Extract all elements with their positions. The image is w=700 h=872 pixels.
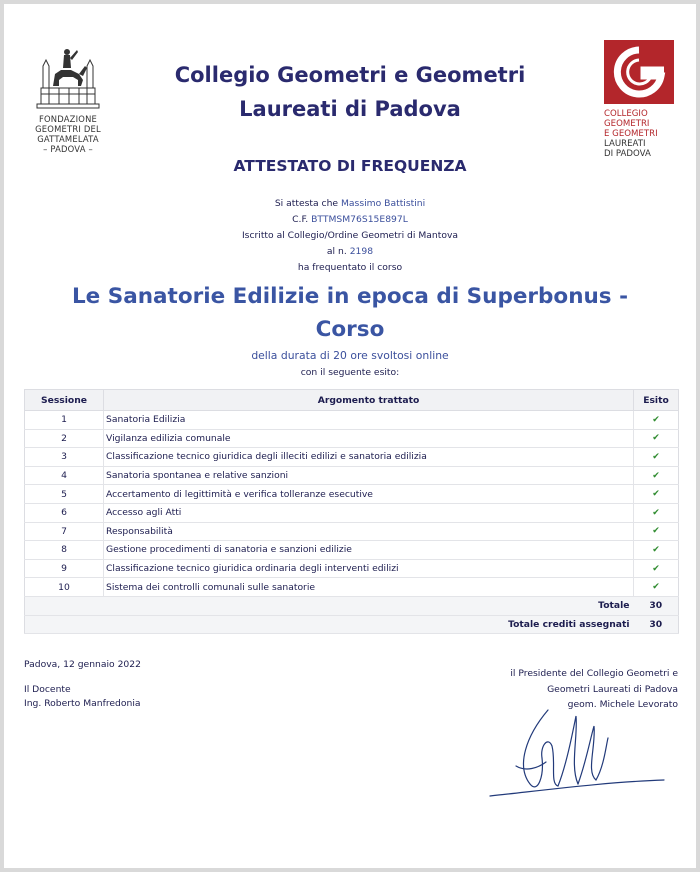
attestation-cf-line [150, 212, 550, 228]
session-number: 1 [25, 411, 104, 430]
equestrian-monument-icon [35, 40, 101, 110]
table-row [25, 429, 679, 448]
president-signature [486, 706, 672, 810]
outcome-intro: con il seguente esito: [300, 367, 400, 378]
attest-prefix: Si attesta che [274, 198, 339, 209]
teacher-block [24, 683, 141, 711]
check-icon: ✔ [634, 559, 679, 578]
check-icon: ✔ [634, 485, 679, 504]
teacher-role: Il Docente [24, 684, 71, 695]
course-title [40, 280, 660, 346]
check-icon: ✔ [634, 522, 679, 541]
table-row [25, 485, 679, 504]
course-title-line-1: Le Sanatorie Edilizie in epoca di Superbonus - [71, 284, 629, 309]
logo-caption-line-5: DI PADOVA [604, 149, 651, 159]
certificate-heading: ATTESTATO DI FREQUENZA [233, 157, 467, 175]
total-value: 30 [634, 596, 679, 615]
table-row [25, 578, 679, 597]
table-header-row [25, 390, 679, 411]
session-topic: Sanatoria Edilizia [104, 411, 634, 430]
institution-title [120, 58, 580, 126]
total-credits-row [25, 615, 679, 634]
fiscal-code: BTTMSM76S15E897L [311, 214, 408, 225]
table-row [25, 503, 679, 522]
title-line-2: Laureati di Padova [239, 97, 461, 121]
session-topic: Classificazione tecnico giuridica degli illeciti edilizi e sanatoria edilizia [104, 448, 634, 467]
session-topic: Responsabilità [104, 522, 634, 541]
collegio-logo-caption [604, 109, 678, 159]
session-number: 9 [25, 559, 104, 578]
session-number: 2 [25, 429, 104, 448]
session-topic: Accertamento di legittimità e verifica tolleranze esecutive [104, 485, 634, 504]
table-row [25, 411, 679, 430]
fondazione-logo [30, 40, 106, 154]
check-icon: ✔ [634, 466, 679, 485]
session-topic: Vigilanza edilizia comunale [104, 429, 634, 448]
table-row [25, 559, 679, 578]
check-icon: ✔ [634, 411, 679, 430]
session-topic: Classificazione tecnico giuridica ordinaria degli interventi edilizi [104, 559, 634, 578]
session-number: 5 [25, 485, 104, 504]
signature-icon [486, 706, 672, 806]
logo-caption-line-3: E GEOMETRI [604, 129, 658, 139]
total-hours-row [25, 596, 679, 615]
check-icon: ✔ [634, 578, 679, 597]
logo-caption-line-2: GEOMETRI [604, 119, 650, 129]
attestation-name-line [150, 196, 550, 212]
collegio-g-mark-icon [604, 40, 674, 104]
session-number: 7 [25, 522, 104, 541]
teacher-name: Ing. Roberto Manfredonia [24, 698, 141, 709]
session-number: 3 [25, 448, 104, 467]
number-prefix: al n. [326, 246, 347, 257]
table-row [25, 466, 679, 485]
table-row [25, 541, 679, 560]
session-topic: Accesso agli Atti [104, 503, 634, 522]
sessions-table [24, 389, 679, 634]
president-name: geom. Michele Levorato [567, 699, 678, 710]
participant-name: Massimo Battistini [341, 198, 426, 209]
header-session: Sessione [25, 390, 104, 411]
president-line-1: il Presidente del Collegio Geometri e [510, 668, 678, 679]
course-title-line-2: Corso [315, 317, 385, 342]
cf-prefix: C.F. [292, 214, 309, 225]
course-duration: della durata di 20 ore svoltosi online [251, 349, 449, 362]
registration-number: 2198 [349, 246, 374, 257]
session-number: 10 [25, 578, 104, 597]
registration-number-line [150, 244, 550, 260]
session-number: 4 [25, 466, 104, 485]
check-icon: ✔ [634, 541, 679, 560]
header-topic: Argomento trattato [104, 390, 634, 411]
session-topic: Sanatoria spontanea e relative sanzioni [104, 466, 634, 485]
check-icon: ✔ [634, 503, 679, 522]
table-row [25, 522, 679, 541]
check-icon: ✔ [634, 429, 679, 448]
title-line-1: Collegio Geometri e Geometri [174, 63, 526, 87]
total-label: Totale [25, 596, 634, 615]
credits-value: 30 [634, 615, 679, 634]
collegio-logo [604, 40, 678, 159]
header-outcome: Esito [634, 390, 679, 411]
logo-caption-line-1: COLLEGIO [604, 109, 648, 119]
session-topic: Gestione procedimenti di sanatoria e sanzioni edilizie [104, 541, 634, 560]
session-number: 8 [25, 541, 104, 560]
credits-label: Totale crediti assegnati [25, 615, 634, 634]
registration-line: Iscritto al Collegio/Ordine Geometri di Mantova [241, 230, 459, 241]
table-row [25, 448, 679, 467]
session-number: 6 [25, 503, 104, 522]
fondazione-logo-caption: FONDAZIONE GEOMETRI DEL GATTAMELATA – PADOVA – [35, 114, 101, 154]
attestation-block [150, 196, 550, 276]
president-line-2: Geometri Laureati di Padova [547, 683, 678, 695]
logo-caption-line-4: LAUREATI [604, 139, 646, 149]
session-topic: Sistema dei controlli comunali sulle sanatorie [104, 578, 634, 597]
check-icon: ✔ [634, 448, 679, 467]
place-date: Padova, 12 gennaio 2022 [24, 659, 141, 670]
attended-line: ha frequentato il corso [297, 262, 403, 273]
